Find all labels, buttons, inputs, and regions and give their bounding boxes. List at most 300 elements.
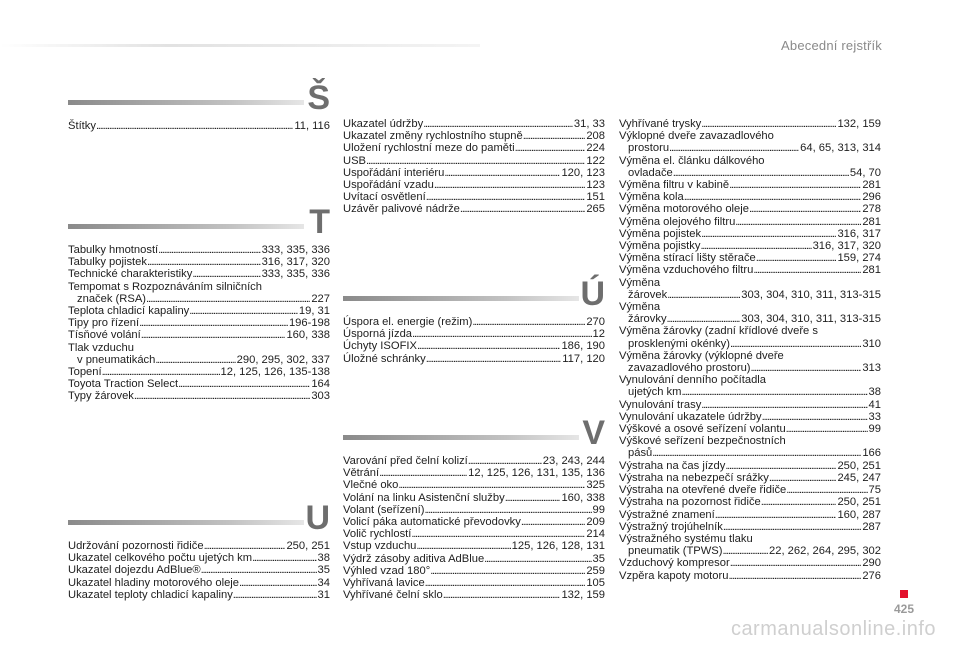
entry-term: Výstraha na čas jízdy [619, 459, 726, 472]
index-entry [619, 313, 881, 325]
section-v [343, 413, 605, 601]
dot-leader [701, 399, 867, 411]
dot-leader [147, 256, 261, 268]
dot-leader [426, 191, 586, 203]
index-entry [619, 203, 881, 215]
entry-term: Výstražné znamení [619, 508, 715, 521]
dot-leader [102, 366, 220, 378]
dot-leader [523, 130, 586, 142]
entry-pages: 290 [862, 557, 881, 570]
entry-term: Toyota Traction Select [68, 378, 179, 391]
dot-leader [701, 228, 836, 240]
entry-pages: 19, 31 [298, 305, 330, 318]
dot-leader [749, 203, 861, 215]
index-entry [619, 216, 881, 228]
entry-pages: 316, 317, 320 [812, 240, 881, 253]
entry-pages: 31, 33 [573, 118, 605, 130]
entry-pages: 303, 304, 310, 311, 313-315 [741, 288, 881, 301]
index-entry [343, 353, 605, 365]
entry-term: Výměna stírací lišty stěrače [619, 252, 756, 265]
page-number: 425 [893, 602, 914, 616]
entry-pages: 281 [862, 215, 881, 228]
entry-term: Výstraha na nebezpečí srážky [619, 471, 769, 484]
entry-pages: 31 [317, 588, 330, 601]
entry-pages: 276 [862, 569, 881, 582]
entry-pages: 250, 251 [837, 459, 881, 472]
entry-term: Volání na linku Asistenční služby [343, 491, 505, 504]
entry-term: prostoru [628, 142, 670, 155]
entry-list [68, 120, 330, 132]
entry-pages: 313 [862, 362, 881, 375]
entry-list [68, 540, 330, 601]
index-entry [343, 565, 605, 577]
dot-leader [146, 293, 310, 305]
entry-term: Úsporná jízda [343, 328, 413, 341]
entry-pages: 296 [862, 191, 881, 204]
entry-pages: 33 [868, 410, 881, 423]
index-entry [68, 577, 330, 589]
entry-pages: 54, 70 [849, 166, 881, 179]
dot-leader [684, 191, 862, 203]
entry-term: Větrání [343, 467, 380, 480]
entry-pages: 214 [586, 528, 605, 541]
entry-term: Vyhřívané trysky [619, 118, 702, 130]
index-entry [68, 305, 330, 317]
entry-pages: 11, 116 [294, 120, 330, 132]
entry-pages: 99 [592, 503, 605, 516]
index-entry [619, 411, 881, 423]
dot-leader [96, 120, 293, 132]
entry-pages: 281 [862, 264, 881, 277]
dot-leader [204, 540, 286, 552]
index-entry [68, 589, 330, 601]
index-entry-heading: Výklopné dveře zavazadlového [619, 130, 774, 143]
entry-pages: 250, 251 [837, 496, 881, 509]
dot-leader [434, 179, 586, 191]
entry-term: v pneumatikách [77, 353, 156, 366]
entry-term: žárovky [628, 313, 667, 326]
entry-pages: 270 [586, 316, 605, 328]
dot-leader [158, 244, 260, 256]
dot-leader [730, 557, 862, 569]
index-entry [343, 167, 605, 179]
entry-pages: 209 [586, 516, 605, 529]
entry-pages: 12 [592, 328, 605, 341]
entry-pages: 166 [862, 447, 881, 460]
index-entry [68, 378, 330, 390]
index-entry [343, 553, 605, 565]
index-entry [619, 460, 881, 472]
entry-pages: 196-198 [288, 317, 330, 330]
dot-leader [667, 289, 740, 301]
entry-pages: 265 [586, 203, 605, 216]
index-entry [343, 316, 605, 328]
dot-leader [398, 479, 585, 491]
dot-leader [424, 504, 591, 516]
dot-leader [252, 552, 316, 564]
index-entry [619, 484, 881, 496]
entry-term: Topení [68, 366, 102, 379]
entry-term: Teplota chladicí kapaliny [68, 305, 190, 318]
index-entry [68, 293, 330, 305]
index-entry [343, 528, 605, 540]
watermark: carmanualsonline.info [730, 618, 936, 640]
entry-pages: 117, 120 [562, 352, 605, 365]
dot-leader [417, 340, 560, 352]
entry-pages: 259 [586, 564, 605, 577]
entry-list [68, 244, 330, 403]
entry-term: Uspořádání vzadu [343, 179, 434, 192]
entry-term: Tabulky pojistek [68, 256, 147, 269]
entry-term: Výměna pojistek [619, 227, 702, 240]
index-entry-heading: Výměna žárovky (zadní křídlové dveře s [619, 325, 818, 338]
entry-term: Úspora el. energie (režim) [343, 316, 473, 328]
index-entry [619, 386, 881, 398]
index-entry [68, 268, 330, 280]
dot-leader [139, 317, 288, 329]
entry-term: Výškové a osové seřízení volantu [619, 423, 786, 436]
dot-leader [189, 305, 298, 317]
index-entry [68, 366, 330, 378]
index-entry-heading: Výměna [619, 276, 661, 289]
dot-leader [155, 354, 235, 366]
entry-pages: 125, 126, 128, 131 [511, 540, 605, 553]
index-entry [619, 264, 881, 276]
index-entry-heading: Výstražného systému tlaku [619, 532, 753, 545]
entry-term: Vstup vzduchu [343, 540, 417, 553]
index-entry [343, 467, 605, 479]
entry-pages: 310 [862, 337, 881, 350]
index-entry [343, 504, 605, 516]
index-entry [68, 540, 330, 552]
dot-leader [725, 460, 836, 472]
dot-leader [468, 455, 542, 467]
dot-leader [472, 316, 585, 328]
index-entry [619, 509, 881, 521]
entry-pages: 333, 335, 336 [261, 268, 330, 281]
entry-pages: 250, 251 [286, 540, 330, 552]
dot-leader [233, 589, 317, 601]
entry-pages: 38 [317, 552, 330, 565]
section-letter: Ú [580, 275, 605, 313]
index-entry [343, 340, 605, 352]
entry-term: Výměna motorového oleje [619, 203, 749, 216]
dot-leader [681, 386, 867, 398]
dot-leader [423, 118, 573, 130]
entry-pages: 281 [862, 179, 881, 192]
entry-term: Výhled vzad 180° [343, 564, 431, 577]
entry-term: USB [343, 154, 367, 167]
entry-term: Varování před čelní kolizí [343, 455, 468, 467]
dot-leader [728, 570, 861, 582]
index-entry [619, 545, 881, 557]
dot-leader [505, 492, 561, 504]
index-entry [343, 142, 605, 154]
index-entry [68, 329, 330, 341]
section-divider [68, 498, 330, 538]
entry-term: Tísňové volání [68, 329, 141, 342]
entry-pages: 316, 317, 320 [261, 256, 330, 269]
entry-term: Výměna pojistky [619, 240, 701, 253]
dot-leader [756, 252, 837, 264]
dot-leader [762, 411, 868, 423]
dot-leader [426, 353, 562, 365]
index-entry [343, 130, 605, 142]
entry-pages: 35 [317, 564, 330, 577]
section-letter: U [305, 499, 330, 537]
entry-pages: 160, 338 [286, 329, 330, 342]
entry-term: Volič rychlostí [343, 528, 412, 541]
section-divider [68, 78, 330, 118]
index-entry [619, 521, 881, 533]
entry-pages: 245, 247 [837, 471, 881, 484]
index-entry-heading: Výměna žárovky (výklopné dveře [619, 349, 784, 362]
section-letter: V [582, 414, 605, 452]
section-divider [343, 274, 605, 314]
entry-term: Tipy pro řízení [68, 317, 140, 330]
dot-leader [761, 496, 837, 508]
entry-term: Ukazatel dojezdu AdBlue® [68, 564, 201, 577]
divider-bar [343, 435, 579, 440]
dot-leader [786, 484, 867, 496]
entry-pages: 12, 125, 126, 135-138 [220, 366, 330, 379]
entry-pages: 325 [586, 479, 605, 492]
entry-pages: 41 [868, 398, 881, 411]
entry-pages: 164 [311, 378, 330, 391]
entry-pages: 159, 274 [837, 252, 881, 265]
index-entry-heading: Výškové seřízení bezpečnostních [619, 435, 786, 448]
index-entry [619, 142, 881, 154]
entry-list [343, 455, 605, 601]
section-t [68, 202, 330, 403]
index-entry [343, 328, 605, 340]
entry-pages: 303, 304, 310, 311, 313-315 [741, 313, 881, 326]
index-entry [68, 244, 330, 256]
index-entry [343, 118, 605, 130]
entry-pages: 99 [868, 423, 881, 436]
entry-pages: 34 [317, 576, 330, 589]
index-entry [68, 564, 330, 576]
index-entry [619, 167, 881, 179]
index-entry [68, 256, 330, 268]
dot-leader [192, 268, 260, 280]
entry-term: Uspořádání interiéru [343, 166, 445, 179]
entry-pages: 132, 159 [837, 118, 881, 130]
entry-term: Uzávěr palivové nádrže [343, 203, 460, 216]
entry-term: Vynulování trasy [619, 398, 702, 411]
index-entry [619, 362, 881, 374]
dot-leader [700, 240, 811, 252]
entry-list [343, 316, 605, 365]
index-entry [343, 540, 605, 552]
dot-leader [412, 328, 592, 340]
entry-pages: 186, 190 [561, 340, 605, 353]
divider-bar [68, 100, 304, 105]
entry-term: Výměna filtru v kabině [619, 179, 730, 192]
dot-leader [484, 553, 591, 565]
index-entry-heading: Výměna [619, 301, 661, 314]
entry-term: Výměna kola [619, 191, 684, 204]
index-entry [343, 479, 605, 491]
index-entry [619, 289, 881, 301]
dot-leader [178, 378, 310, 390]
page-header: Abecední rejstřík [781, 38, 882, 53]
entry-pages: 38 [868, 386, 881, 399]
entry-term: Technické charakteristiky [68, 268, 193, 281]
dot-leader [701, 118, 836, 130]
section-letter: T [309, 203, 330, 241]
index-entry [343, 155, 605, 167]
index-entry [619, 399, 881, 411]
entry-list [619, 118, 881, 582]
entry-term: pneumatik (TPWS) [628, 545, 723, 558]
index-entry [343, 179, 605, 191]
section-letter: Š [307, 79, 330, 117]
entry-term: Uložení rychlostní meze do paměti [343, 142, 515, 155]
index-entry [343, 203, 605, 215]
entry-term: pásů [628, 447, 653, 460]
dot-leader [379, 467, 467, 479]
dot-leader [769, 472, 837, 484]
dot-leader [201, 564, 317, 576]
entry-pages: 122 [586, 154, 605, 167]
dot-leader [786, 423, 868, 435]
dot-leader [730, 338, 861, 350]
entry-term: Ukazatel celkového počtu ujetých km [68, 552, 253, 565]
entry-pages: 227 [311, 292, 330, 305]
dot-leader [667, 313, 741, 325]
entry-term: ujetých km [628, 386, 682, 399]
dot-leader [443, 589, 561, 601]
entry-term: Výstraha na pozornost řidiče [619, 496, 761, 509]
index-entry [343, 492, 605, 504]
dot-leader [723, 545, 769, 557]
entry-pages: 120, 123 [561, 166, 605, 179]
entry-term: Výdrž zásoby aditiva AdBlue [343, 552, 485, 565]
entry-term: žárovek [628, 288, 668, 301]
entry-pages: 64, 65, 313, 314 [800, 142, 881, 155]
index-entry [68, 317, 330, 329]
index-entry [619, 338, 881, 350]
index-entry [619, 447, 881, 459]
index-entry-heading: Vynulování denního počítadla [619, 374, 766, 387]
entry-pages: 75 [868, 484, 881, 497]
entry-term: zavazadlového prostoru) [628, 362, 751, 375]
dot-leader [430, 565, 585, 577]
entry-term: ovladače [628, 166, 673, 179]
section-s-caron [68, 78, 330, 132]
dot-leader [515, 142, 586, 154]
entry-term: Vzduchový kompresor [619, 557, 730, 570]
dot-leader [460, 203, 585, 215]
entry-term: Volant (seřízení) [343, 503, 425, 516]
entry-pages: 35 [592, 552, 605, 565]
section-u-acute [343, 274, 605, 365]
index-entry [619, 191, 881, 203]
entry-term: Ukazatel změny rychlostního stupně [343, 130, 523, 143]
index-entry [619, 557, 881, 569]
entry-pages: 151 [586, 191, 605, 204]
index-entry [68, 552, 330, 564]
divider-bar [68, 520, 304, 525]
section-divider [343, 413, 605, 453]
entry-term: Ukazatel teploty chladicí kapaliny [68, 588, 233, 601]
page-marker [900, 590, 908, 598]
dot-leader [723, 521, 861, 533]
entry-pages: 316, 317 [837, 227, 881, 240]
entry-term: Výstraha na otevřené dveře řidiče [619, 484, 787, 497]
entry-pages: 12, 125, 126, 131, 135, 136 [468, 467, 605, 480]
entry-term: Výměna olejového filtru [619, 215, 736, 228]
entry-term: Volicí páka automatické převodovky [343, 516, 521, 529]
section-divider [68, 202, 330, 242]
entry-term: Ukazatel údržby [343, 118, 424, 130]
entry-pages: 160, 287 [837, 508, 881, 521]
dot-leader [521, 516, 585, 528]
entry-term: Štítky [68, 120, 96, 132]
entry-pages: 23, 243, 244 [542, 455, 605, 467]
index-entry-heading: Výměna el. článku dálkového [619, 154, 765, 167]
entry-term: Vyhřívané čelní sklo [343, 589, 443, 602]
entry-term: Ukazatel hladiny motorového oleje [68, 576, 240, 589]
entry-term: Výstražný trojúhelník [619, 520, 723, 533]
dot-leader [751, 362, 862, 374]
index-entry [343, 577, 605, 589]
dot-leader [134, 390, 310, 402]
index-entry [619, 179, 881, 191]
entry-pages: 224 [586, 142, 605, 155]
dot-leader [239, 577, 317, 589]
entry-pages: 287 [862, 520, 881, 533]
entry-pages: 278 [862, 203, 881, 216]
index-entry [619, 252, 881, 264]
dot-leader [753, 264, 861, 276]
entry-term: Uvítací osvětlení [343, 191, 426, 204]
dot-leader [416, 540, 510, 552]
index-entry [343, 589, 605, 601]
index-entry-heading: Tempomat s Rozpoznáváním silničních [68, 280, 262, 293]
entry-pages: 333, 335, 336 [261, 244, 330, 256]
section-u-continued [343, 116, 605, 216]
entry-pages: 123 [586, 179, 605, 192]
entry-term: značek (RSA) [77, 292, 147, 305]
index-entry [619, 496, 881, 508]
dot-leader [673, 167, 849, 179]
entry-term: Typy žárovek [68, 390, 134, 403]
entry-term: prosklenými okénky) [628, 337, 730, 350]
entry-term: Vynulování ukazatele údržby [619, 410, 762, 423]
entry-pages: 303 [311, 390, 330, 403]
index-entry [68, 390, 330, 402]
index-entry [619, 228, 881, 240]
entry-term: Vyhřívaná lavice [343, 577, 425, 590]
index-entry [619, 118, 881, 130]
entry-term: Vzpěra kapoty motoru [619, 569, 729, 582]
dot-leader [735, 216, 861, 228]
dot-leader [141, 329, 286, 341]
dot-leader [715, 509, 837, 521]
entry-pages: 132, 159 [561, 589, 605, 602]
dot-leader [425, 577, 586, 589]
index-entry [343, 516, 605, 528]
entry-term: Vlečné oko [343, 479, 399, 492]
index-entry-heading: Tlak vzduchu [68, 341, 134, 354]
entry-term: Úchyty ISOFIX [343, 340, 417, 353]
section-u [68, 498, 330, 601]
dot-leader [729, 179, 861, 191]
section-v-continued [619, 116, 881, 582]
index-entry [343, 191, 605, 203]
